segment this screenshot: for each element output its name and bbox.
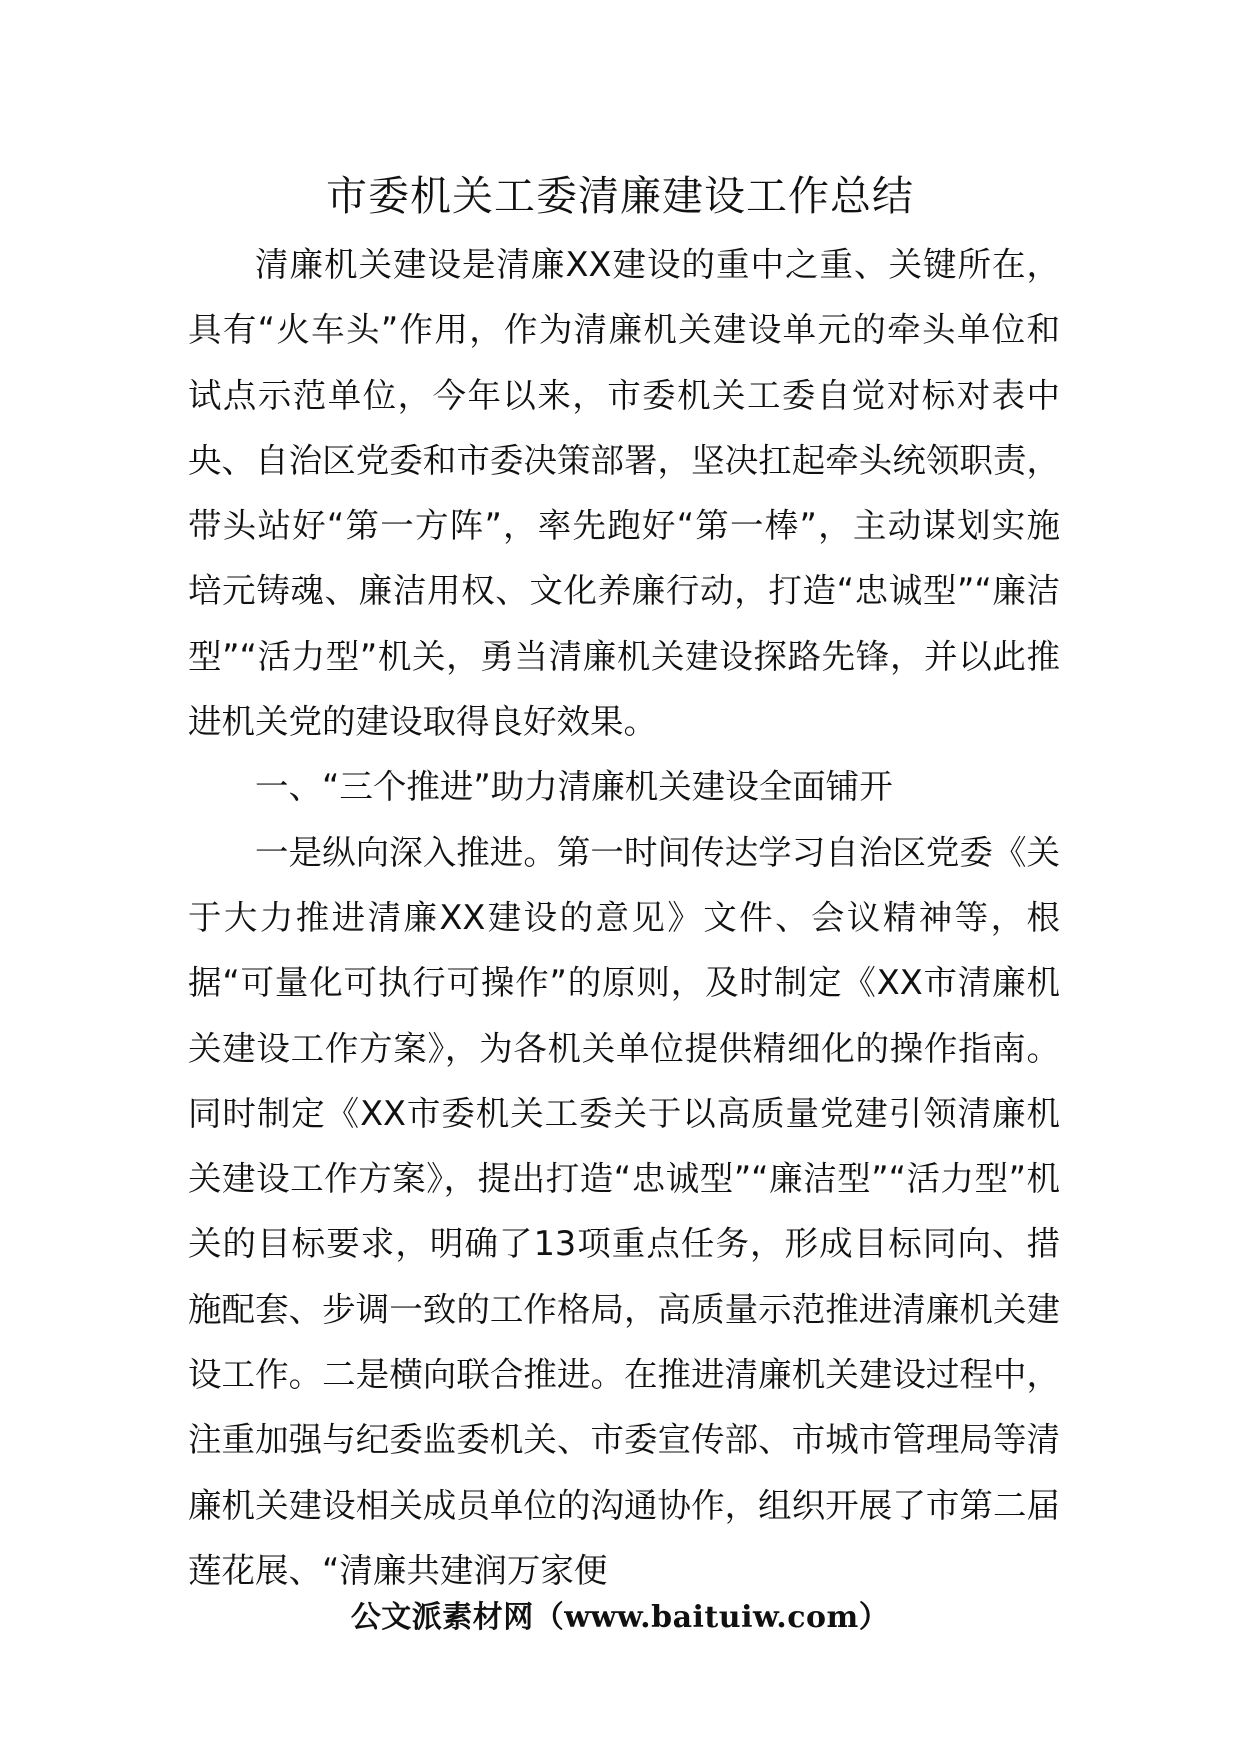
document-body — [188, 232, 1060, 1603]
paragraph-intro: 清廉机关建设是清廉XX建设的重中之重、关键所在，具有“火车头”作用，作为清廉机关建设单元的牵头单位和试点示范单位，今年以来，市委机关工委自觉对标对表中央、自治区党委和市委决策部署，坚决扛起牵头统领职责，带头站好“第一方阵”，率先跑好“第一棒”，主动谋划实施培元铸魂、廉洁用权、文化养廉行动，打造“忠诚型”“廉洁型”“活力型”机关，勇当清廉机关建设探路先锋，并以此推进机关党的建设取得良好效果。 — [188, 245, 1060, 742]
section-heading-1: 一、“三个推进”助力清廉机关建设全面铺开 — [255, 767, 893, 807]
document-title: 市委机关工委清廉建设工作总结 — [326, 172, 914, 220]
paragraph-section-1: 一是纵向深入推进。第一时间传达学习自治区党委《关于大力推进清廉XX建设的意见》文件、会议精神等，根据“可量化可执行可操作”的原则，及时制定《XX市清廉机关建设工作方案》，为各机关单位提供精细化的操作指南。同时制定《XX市委机关工委关于以高质量党建引领清廉机关建设工作方案》，提出打造“忠诚型”“廉洁型”“活力型”机关的目标要求，明确了13项重点任务，形成目标同向、措施配套、步调一致的工作格局，高质量示范推进清廉机关建设工作。二是横向联合推进。在推进清廉机关建设过程中，注重加强与纪委监委机关、市委宣传部、市城市管理局等清廉机关建设相关成员单位的沟通协作，组织开展了市第二届莲花展、“清廉共建润万家便 — [188, 832, 1060, 1590]
footer-watermark-text: 公文派素材网（www.baituiw.com） — [350, 1600, 890, 1635]
